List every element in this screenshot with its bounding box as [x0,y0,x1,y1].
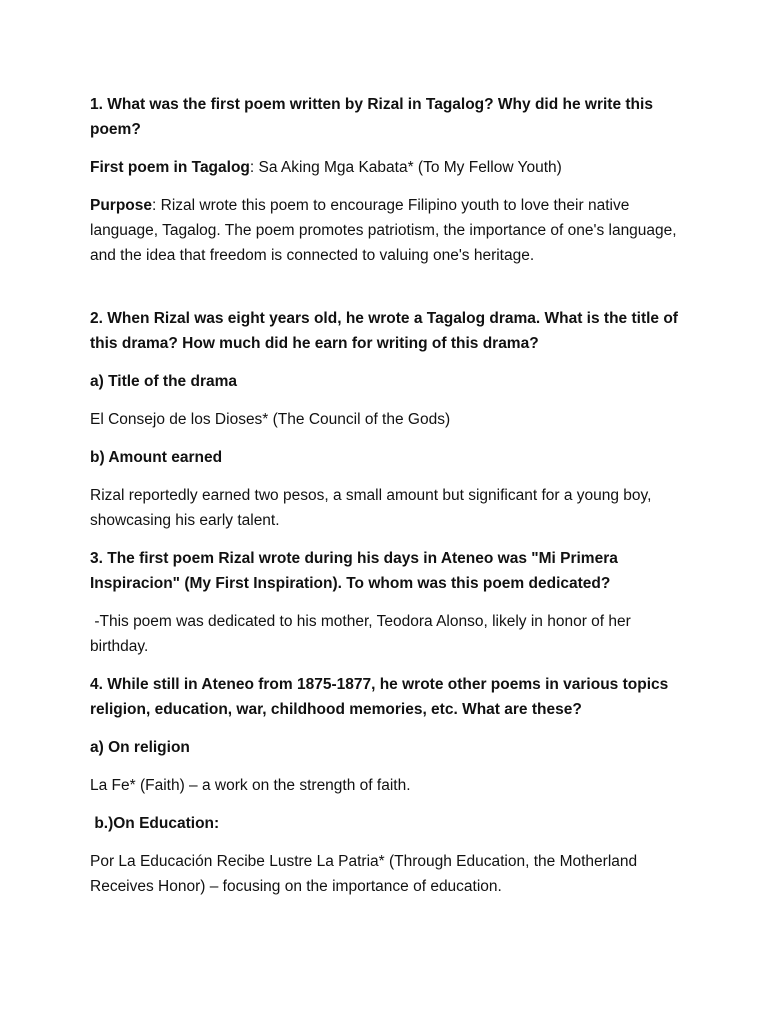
purpose-label: Purpose [90,197,153,214]
q4-b-answer: Por La Educación Recibe Lustre La Patria* (Through Education, the Motherland Receives Honor) – focusing on the importance of education. [90,853,638,895]
question-1: 1. What was the first poem written by Rizal in Tagalog? Why did he write this poem? [90,96,653,138]
q3-answer: -This poem was dedicated to his mother, Teodora Alonso, likely in honor of her birthday. [90,613,636,655]
q2-a-label: a) Title of the drama [90,373,237,390]
purpose-paragraph [90,193,690,268]
purpose-value: : Rizal wrote this poem to encourage Filipino youth to love their native language, Tagalog. The poem promotes patriotism, the importance of one's language, and the idea that freedom is connected to valuing one's heritage. [90,197,677,264]
first-poem-label: First poem in Tagalog [90,159,250,176]
q2-b-label: b) Amount earned [90,449,223,466]
q2-b-answer: Rizal reportedly earned two pesos, a small amount but significant for a young boy, showcasing his early talent. [90,487,652,529]
document-page [90,92,690,912]
first-poem-line [90,155,690,180]
q4-a-label: a) On religion [90,739,190,756]
q2-a-answer: El Consejo de los Dioses* (The Council of the Gods) [90,411,451,428]
question-3: 3. The first poem Rizal wrote during his days in Ateneo was "Mi Primera Inspiracion" (My First Inspiration). To whom was this poem dedicated? [90,550,618,592]
first-poem-value: : Sa Aking Mga Kabata* (To My Fellow Youth) [249,159,562,176]
question-4: 4. While still in Ateneo from 1875-1877, he wrote other poems in various topics religion, education, war, childhood memories, etc. What are these? [90,676,669,718]
question-2: 2. When Rizal was eight years old, he wrote a Tagalog drama. What is the title of this drama? How much did he earn for writing of this drama? [90,310,678,352]
q4-a-answer: La Fe* (Faith) – a work on the strength of faith. [90,777,411,794]
q4-b-label: b.)On Education: [90,815,220,832]
